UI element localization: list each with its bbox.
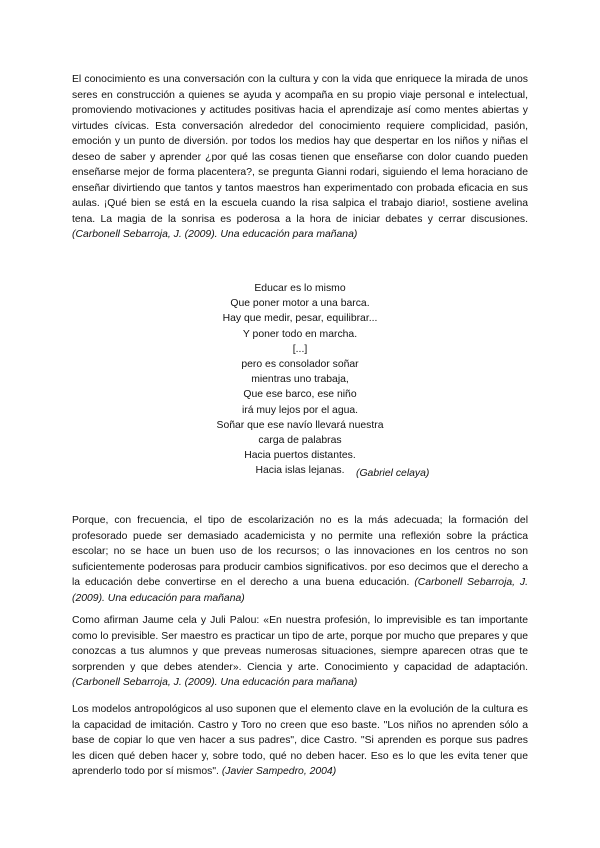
poem-line: Y poner todo en marcha. bbox=[242, 328, 358, 340]
paragraph-citation: (Javier Sampedro, 2004) bbox=[221, 766, 337, 777]
poem-line: pero es consolador soñar bbox=[241, 359, 359, 371]
paragraph-text: El conocimiento es una conversación con la cultura y con la vida que enriquece la mirada de unos seres en construcción a quienes se ayuda y acompaña en su propio viaje personal e intelectual, promoviendo motivaciones y actitudes positivas hacia el aprendizaje así como mentes abiertas y virtudes cívicas. Esta conversación alrededor del conocimiento requiere complicidad, pasión, emoción y un punto de diversión. por todos los medios hay que despertar en los niños y niñas el deseo de saber y aprender ¿por qué las cosas tienen que enseñarse con dolor cuando pueden enseñarse mejor de forma placentera?, se pregunta Gianni rodari, siguiendo el lema horaciano de enseñar divirtiendo que tantos y tantos maestros han experimentado con probada eficacia en sus aulas. ¡Qué bien se está en la escuela cuando la risa salpica el trabajo diario!, sostiene avelina tena. La magia de la sonrisa es poderosa a la hora de iniciar debates y cerrar discusiones. bbox=[72, 74, 528, 225]
paragraph-text: Como afirman Jaume cela y Juli Palou: «En nuestra profesión, lo imprevisible es tan importante como lo previsible. Ser maestro es practicar un tipo de arte, porque por mucho que prepares y que conozcas a tus alumnos y que preveas numerosas situaciones, siempre aparecen otras que te sorprenden y que debes atender». Ciencia y arte. Conocimiento y capacidad de adaptación. bbox=[72, 615, 528, 673]
paragraph-education-conversation bbox=[72, 72, 528, 243]
paragraph-teaching-art bbox=[72, 613, 528, 691]
poem-citation: (Gabriel celaya) bbox=[356, 468, 430, 479]
paragraph-citation: (Carbonell Sebarroja, J. (2009). Una educación para mañana) bbox=[72, 229, 358, 240]
poem-block bbox=[170, 281, 430, 479]
paragraph-schooling bbox=[72, 513, 528, 606]
paragraph-text: Porque, con frecuencia, el tipo de escolarización no es la más adecuada; la formación del profesorado puede ser demasiado academicista y no permite una reflexión sobre la práctica escolar; no se hace un buen uso de los recursos; o las innovaciones en los centros no son suficientemente poderosas para producir cambios significativos. por eso decimos que el derecho a la educación debe convertirse en el derecho a una buena educación. bbox=[72, 515, 528, 588]
poem-line: Que ese barco, ese niño bbox=[243, 389, 357, 401]
paragraph-text: Los modelos antropológicos al uso suponen que el elemento clave en la evolución de la cultura es la capacidad de imitación. Castro y Toro no creen que eso baste. "Los niños no aprenden sólo a base de copiar lo que ven hacer a sus padres", dice Castro. "Si aprenden es porque sus padres les dicen qué deben hacer y, sobre todo, qué no deben hacer. Eso es lo que les evita tener que aprenderlo todo por sí mismos". bbox=[72, 704, 528, 777]
paragraph-citation: (Carbonell Sebarroja, J. (2009). Una educación para mañana) bbox=[72, 577, 528, 604]
poem-line: irá muy lejos por el agua. bbox=[241, 404, 359, 416]
poem-line: mientras uno trabaja, bbox=[251, 374, 349, 386]
paragraph-citation: (Carbonell Sebarroja, J. (2009). Una educación para mañana) bbox=[72, 677, 358, 688]
paragraph-imitation bbox=[72, 702, 528, 780]
poem-line: Hacia puertos distantes. bbox=[244, 450, 356, 462]
poem-line: Educar es lo mismo bbox=[254, 283, 346, 294]
poem-line: [...] bbox=[292, 343, 308, 355]
poem-line: Hay que medir, pesar, equilibrar... bbox=[222, 313, 378, 325]
poem-line: Hacia islas lejanas. bbox=[255, 465, 345, 477]
poem-line: Soñar que ese navío llevará nuestra bbox=[216, 419, 384, 431]
poem-line: carga de palabras bbox=[258, 435, 342, 447]
poem-line: Que poner motor a una barca. bbox=[230, 298, 370, 310]
